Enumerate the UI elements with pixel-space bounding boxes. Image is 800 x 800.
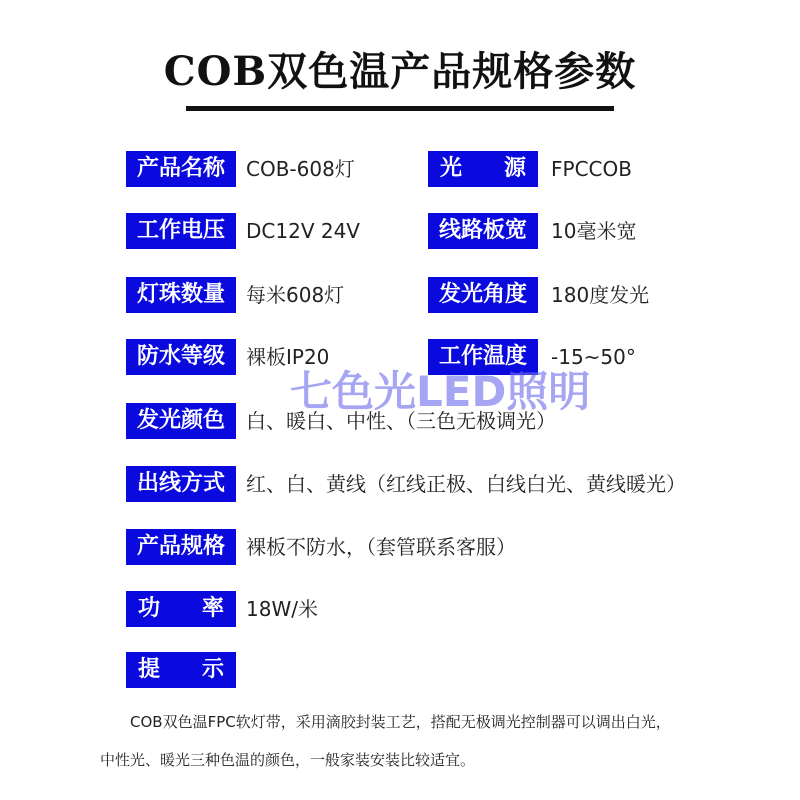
spec-label-board-width: 线路板宽 — [428, 213, 538, 249]
spec-value-product-name: COB-608灯 — [246, 157, 355, 181]
spec-label-beam-angle: 发光角度 — [428, 277, 538, 313]
spec-label-operating-temp: 工作温度 — [428, 339, 538, 375]
spec-value-waterproof: 裸板IP20 — [246, 345, 330, 369]
title-underline — [186, 106, 614, 111]
spec-value-product-spec: 裸板不防水，（套管联系客服） — [246, 535, 516, 559]
tip-note-line: COB双色温FPC软灯带，采用滴胶封装工艺，搭配无极调光控制器可以调出白光， — [130, 713, 671, 731]
spec-value-wiring: 红、白、黄线（红线正极、白线白光、黄线暖光） — [246, 472, 686, 496]
spec-label-wiring: 出线方式 — [126, 466, 236, 502]
spec-value-power: 18W/米 — [246, 597, 318, 621]
spec-value-operating-temp: -15~50° — [551, 345, 636, 369]
tip-notes — [100, 703, 740, 779]
spec-label-led-count: 灯珠数量 — [126, 277, 236, 313]
page-title: COB双色温产品规格参数 — [163, 48, 637, 95]
tip-note-line: 中性光、暖光三种色温的颜色，一般家装安装比较适宜。 — [100, 751, 476, 769]
spec-value-led-count: 每米608灯 — [246, 283, 345, 307]
spec-label-power: 功 率 — [126, 591, 236, 627]
spec-label-product-name: 产品名称 — [126, 151, 236, 187]
spec-label-waterproof: 防水等级 — [126, 339, 236, 375]
spec-value-light-color: 白、暖白、中性、（三色无极调光） — [246, 409, 556, 433]
spec-value-light-source: FPCCOB — [551, 157, 632, 181]
spec-label-tip: 提 示 — [126, 652, 236, 688]
spec-label-voltage: 工作电压 — [126, 213, 236, 249]
spec-value-beam-angle: 180度发光 — [551, 283, 650, 307]
spec-label-light-color: 发光颜色 — [126, 403, 236, 439]
watermark-text: 七色光LED照明 — [290, 367, 591, 416]
spec-value-board-width: 10毫米宽 — [551, 219, 637, 243]
spec-label-light-source: 光 源 — [428, 151, 538, 187]
spec-label-product-spec: 产品规格 — [126, 529, 236, 565]
spec-value-voltage: DC12V 24V — [246, 219, 360, 243]
